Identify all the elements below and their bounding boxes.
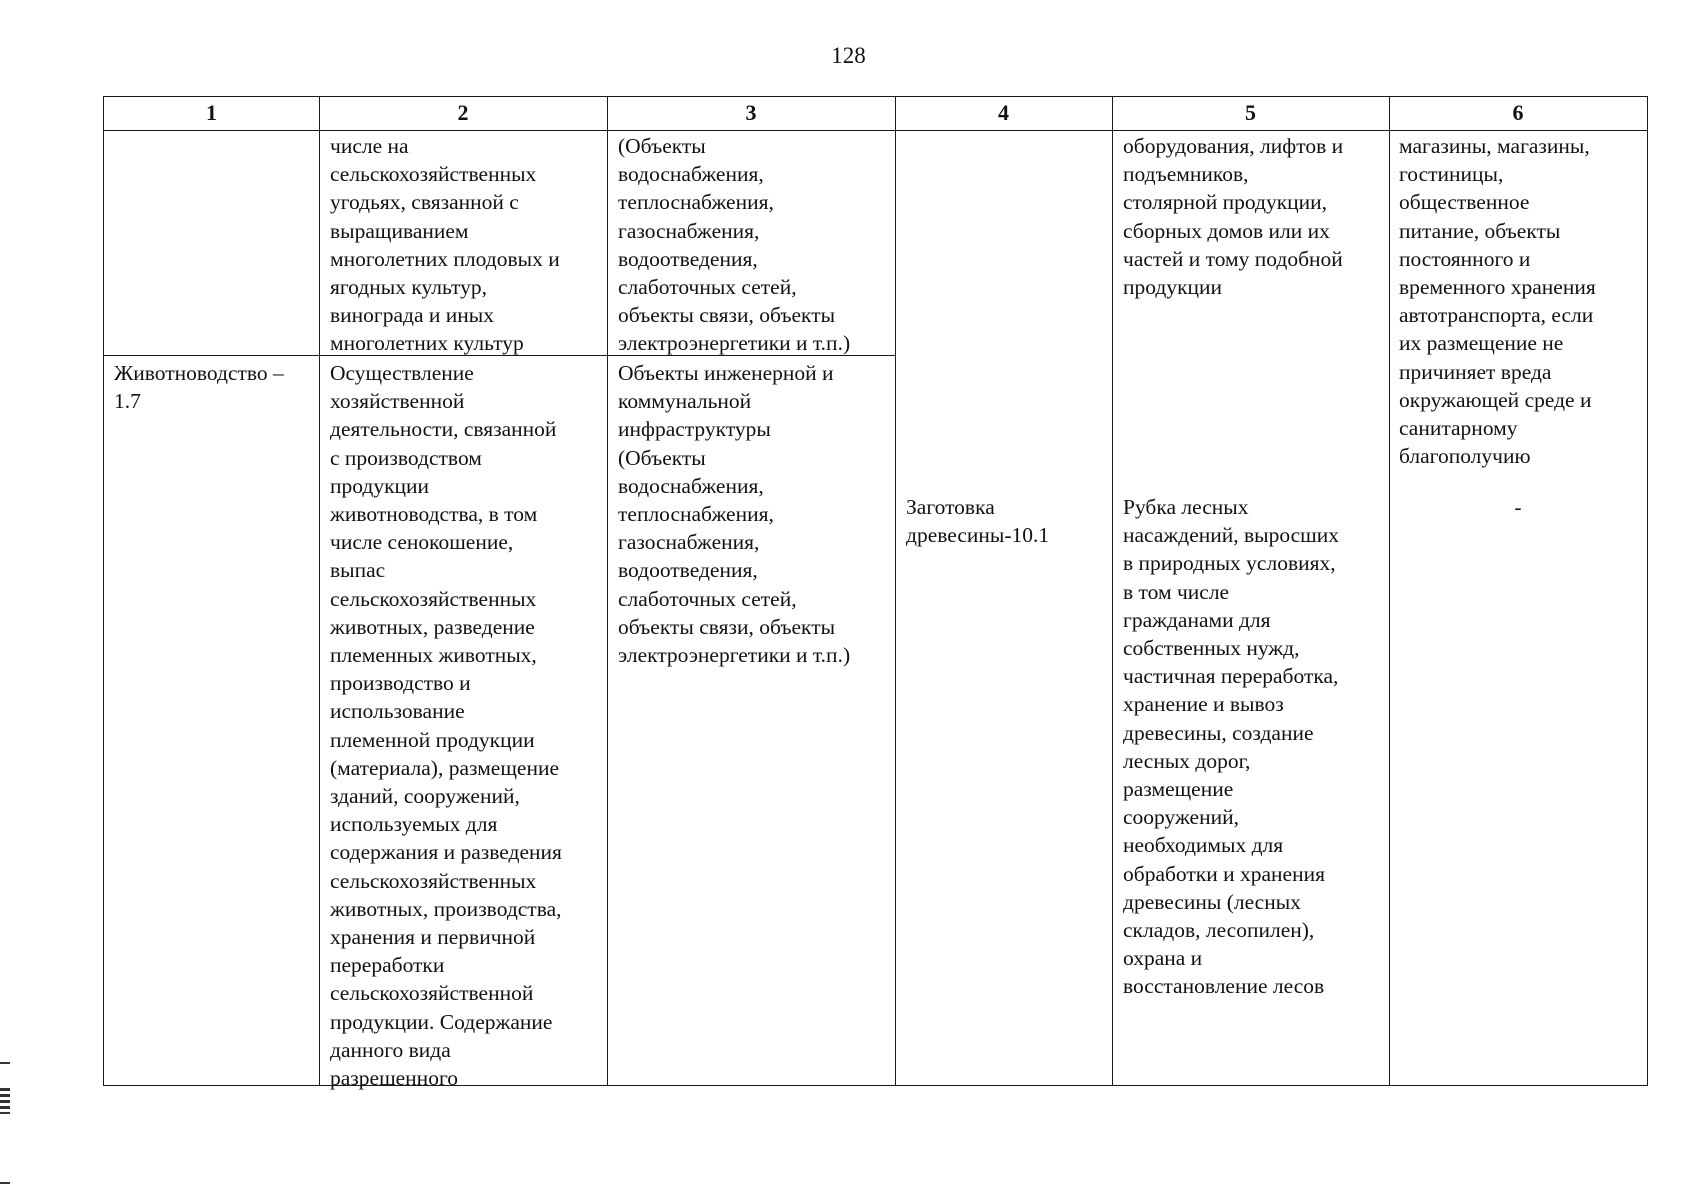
cell-row-b-col2: Осуществление хозяйственной деятельности, связанной с производством продукции животноводства, в том числе сенокошение, выпас сельскохозяйственных животных, разведение племенных животных, производство и использование племенной продукции (материала), размещение зданий, сооружений, используемых для содержания и разведения сельскохозяйственных животных, производства, хранения и первичной переработки сельскохозяйственной продукции. Содержание данного вида разрешенного: [330, 361, 562, 1091]
column-header-2: 2: [457, 100, 469, 125]
scan-mark: [0, 1088, 10, 1091]
col-divider: [1389, 97, 1390, 1085]
scan-mark: [0, 1062, 10, 1064]
cell-col5-bottom: Рубка лесных насаждений, выросших в природных условиях, в том числе гражданами для собственных нужд, частичная переработка, хранение и вывоз древесины, создание лесных дорог, размещение сооружений, необходимых для обработки и хранения древесины (лесных складов, лесопилен), охрана и восстановление лесов: [1123, 495, 1339, 999]
cell-col5-top: оборудования, лифтов и подъемников, столярной продукции, сборных домов или их частей и тому подобной продукции: [1123, 134, 1344, 300]
page-number: 128: [831, 43, 866, 68]
scan-mark: [0, 1112, 10, 1114]
cell-col4: Заготовка древесины-10.1: [906, 495, 1050, 548]
header-divider: [104, 130, 1647, 131]
cell-col6-dash: -: [1514, 495, 1522, 519]
cell-row-a-col3: (Объекты водоснабжения, теплоснабжения, газоснабжения, водоотведения, слаботочных сетей, объекты связи, объекты электроэнергетики и т.п.): [618, 134, 851, 356]
cell-row-b-col3: Объекты инженерной и коммунальной инфраструктуры (Объекты водоснабжения, теплоснабжения, газоснабжения, водоотведения, слаботочных сетей, объекты связи, объекты электроэнергетики и т.п.): [618, 361, 851, 668]
scan-mark: [0, 1094, 10, 1097]
cell-col6-top: магазины, магазины, гостиницы, общественное питание, объекты постоянного и временного хранения автотранспорта, если их размещение не причиняет вреда окружающей среде и санитарному благополучию: [1399, 134, 1596, 469]
column-header-1: 1: [206, 100, 217, 125]
scan-mark: [0, 1106, 10, 1109]
zoning-table: [103, 96, 1648, 1091]
column-header-6: 6: [1512, 100, 1524, 125]
col-divider: [895, 97, 896, 1085]
cell-row-a-col2: числе на сельскохозяйственных угодьях, связанной с выращиванием многолетних плодовых и ягодных культур, винограда и иных многолетних культур: [330, 134, 560, 356]
col-divider: [319, 97, 320, 1085]
scan-mark: [0, 1182, 10, 1184]
col-divider: [607, 97, 608, 1085]
column-header-5: 5: [1245, 100, 1256, 125]
scan-mark: [0, 1100, 10, 1103]
column-header-4: 4: [998, 100, 1009, 125]
cell-row-b-col1: Животноводство – 1.7: [114, 361, 284, 414]
column-header-3: 3: [745, 100, 757, 125]
col-divider: [1112, 97, 1113, 1085]
